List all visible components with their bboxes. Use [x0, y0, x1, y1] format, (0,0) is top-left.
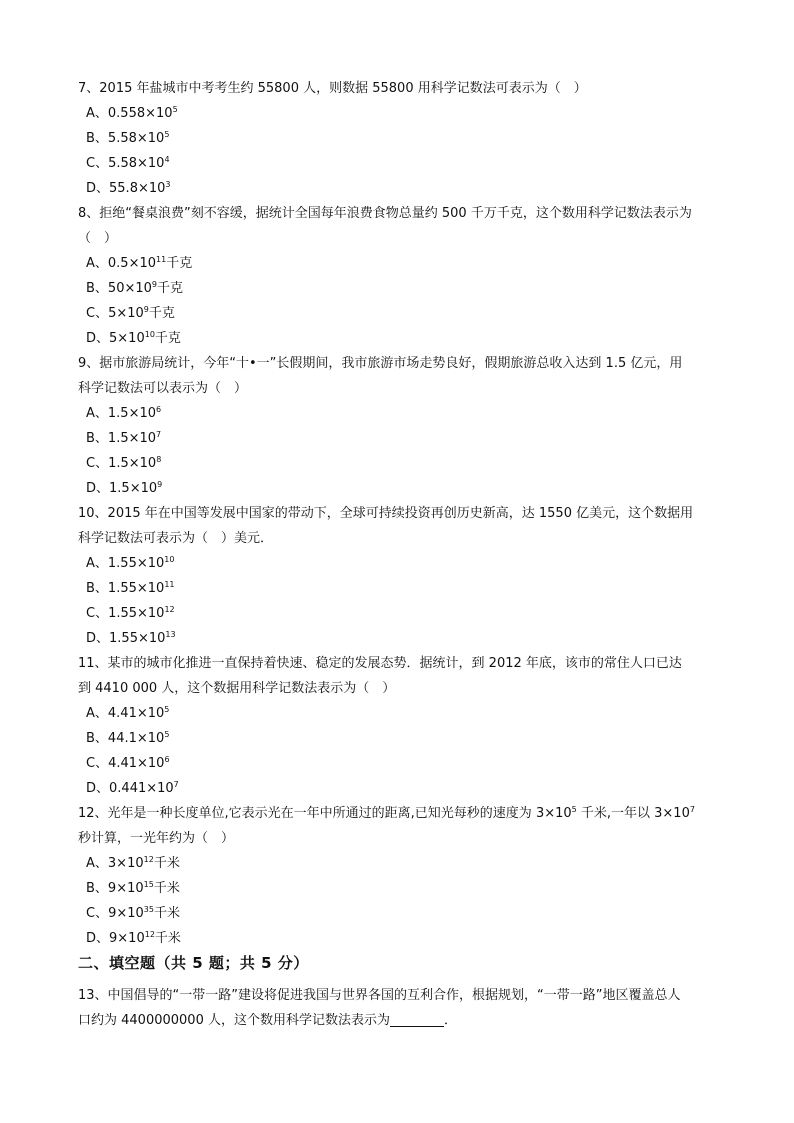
option-letter: A、 [86, 706, 108, 721]
option-exponent: 3 [165, 180, 171, 189]
option-letter: C、 [86, 156, 109, 171]
option-exponent: 11 [156, 255, 167, 264]
option-letter: B、 [86, 131, 108, 146]
option-b [78, 726, 718, 751]
option-exponent: 5 [164, 730, 170, 739]
stem-text: 12、光年是一种长度单位,它表示光在一年中所通过的距离,已知光每秒的速度为 3×10 [78, 806, 572, 821]
option-exponent: 6 [156, 405, 162, 414]
question-stem [78, 801, 718, 851]
option-base: 1.55×10 [107, 581, 165, 596]
option-letter: A、 [86, 406, 108, 421]
option-letter: D、 [86, 331, 110, 346]
option-b [78, 126, 718, 151]
option-letter: A、 [86, 856, 108, 871]
option-base: 4.41×10 [108, 756, 165, 771]
option-unit: 千米 [153, 856, 180, 871]
option-letter: B、 [86, 881, 108, 896]
option-b [78, 276, 718, 301]
option-letter: D、 [86, 781, 110, 796]
option-exponent: 12 [143, 855, 154, 864]
question-stem [78, 201, 718, 251]
option-exponent: 10 [164, 555, 175, 564]
question-stem [78, 76, 718, 101]
option-a [78, 401, 718, 426]
option-base: 5.58×10 [107, 131, 165, 146]
option-exponent: 7 [156, 430, 162, 439]
option-exponent: 6 [164, 755, 170, 764]
option-letter: B、 [86, 731, 108, 746]
question-stem [78, 983, 718, 1033]
option-letter: D、 [86, 931, 110, 946]
option-unit: 千米 [153, 906, 180, 921]
option-b [78, 576, 718, 601]
option-exponent: 8 [156, 455, 162, 464]
stem-text: 口约为 4400000000 人，这个数用科学记数法表示为 [78, 1013, 390, 1028]
option-d [78, 926, 718, 951]
option-letter: A、 [86, 106, 108, 121]
option-exponent: 12 [144, 930, 155, 939]
stem-text: 9、据市旅游局统计，今年“十•一”长假期间，我市旅游市场走势良好，假期旅游总收入达到 1.5 亿元，用 [78, 356, 683, 371]
question-9 [78, 351, 718, 501]
option-exponent: 9 [157, 480, 163, 489]
option-letter: B、 [86, 431, 108, 446]
option-base: 9×10 [107, 881, 144, 896]
option-unit: 千米 [153, 881, 180, 896]
option-c [78, 151, 718, 176]
option-unit: 千克 [154, 331, 181, 346]
option-exponent: 35 [143, 905, 154, 914]
option-base: 1.55×10 [107, 556, 165, 571]
option-b [78, 426, 718, 451]
question-stem [78, 351, 718, 401]
stem-text: 千米,一年以 3×10 [576, 806, 690, 821]
option-exponent: 9 [151, 280, 157, 289]
option-letter: B、 [86, 281, 108, 296]
option-d [78, 476, 718, 501]
option-letter: C、 [86, 906, 109, 921]
question-7 [78, 76, 718, 201]
option-unit: 千克 [157, 281, 184, 296]
option-a [78, 251, 718, 276]
option-letter: D、 [86, 481, 110, 496]
stem-text: （ ） [78, 231, 118, 246]
option-base: 1.55×10 [109, 631, 166, 646]
stem-text: ． [443, 1013, 457, 1028]
option-base: 44.1×10 [107, 731, 165, 746]
option-base: 5.58×10 [108, 156, 165, 171]
option-base: 1.5×10 [107, 431, 157, 446]
stem-text: 11、某市的城市化推进一直保持着快速、稳定的发展态势．据统计，到 2012 年底，该市的常住人口已达 [78, 656, 682, 671]
option-letter: D、 [86, 181, 110, 196]
option-exponent: 10 [144, 330, 155, 339]
option-d [78, 626, 718, 651]
option-exponent: 12 [164, 605, 175, 614]
option-exponent: 5 [172, 105, 178, 114]
option-letter: C、 [86, 456, 109, 471]
stem-text: 8、拒绝“餐桌浪费”刻不容缓，据统计全国每年浪费食物总量约 500 千万千克，这个数用科学记数法表示为 [78, 206, 692, 221]
option-exponent: 7 [173, 780, 179, 789]
question-11 [78, 651, 718, 801]
stem-text: 7、2015 年盐城市中考考生约 55800 人，则数据 55800 用科学记数法可表示为（ ） [78, 81, 587, 96]
stem-text: 科学记数法可以表示为（ ） [78, 381, 248, 396]
option-letter: B、 [86, 581, 108, 596]
option-unit: 千克 [166, 256, 193, 271]
option-exponent: 13 [165, 630, 176, 639]
option-a [78, 551, 718, 576]
option-base: 0.558×10 [107, 106, 173, 121]
stem-exponent: 7 [689, 805, 695, 814]
option-base: 50×10 [107, 281, 152, 296]
option-exponent: 4 [164, 155, 170, 164]
option-letter: A、 [86, 256, 108, 271]
option-c [78, 751, 718, 776]
question-stem [78, 501, 718, 551]
option-c [78, 601, 718, 626]
option-base: 1.5×10 [108, 456, 157, 471]
option-a [78, 701, 718, 726]
option-d [78, 176, 718, 201]
question-8 [78, 201, 718, 351]
question-13 [78, 983, 718, 1033]
option-base: 9×10 [109, 931, 145, 946]
option-base: 0.441×10 [109, 781, 174, 796]
question-stem [78, 651, 718, 701]
option-letter: C、 [86, 756, 109, 771]
option-base: 1.55×10 [108, 606, 165, 621]
option-base: 5×10 [108, 306, 144, 321]
stem-text: 10、2015 年在中国等发展中国家的带动下，全球可持续投资再创历史新高，达 1550 亿美元，这个数据用 [78, 506, 694, 521]
stem-text: 秒计算，一光年约为（ ） [78, 831, 235, 846]
option-d [78, 326, 718, 351]
option-letter: D、 [86, 631, 110, 646]
option-exponent: 11 [164, 580, 175, 589]
option-base: 1.5×10 [109, 481, 158, 496]
option-exponent: 15 [143, 880, 154, 889]
answer-blank[interactable] [390, 1012, 444, 1027]
stem-text: 13、中国倡导的“一带一路”建设将促进我国与世界各国的互利合作，根据规划，“一带一路”地区覆盖总人 [78, 988, 681, 1003]
option-letter: C、 [86, 606, 109, 621]
option-c [78, 301, 718, 326]
stem-exponent: 5 [571, 805, 577, 814]
option-letter: A、 [86, 556, 108, 571]
option-exponent: 9 [143, 305, 149, 314]
question-10 [78, 501, 718, 651]
option-a [78, 851, 718, 876]
option-c [78, 901, 718, 926]
option-exponent: 5 [164, 705, 170, 714]
option-base: 0.5×10 [107, 256, 157, 271]
question-12 [78, 801, 718, 951]
option-base: 4.41×10 [107, 706, 165, 721]
section-heading: 二、填空题（共 5 题；共 5 分） [78, 954, 309, 972]
option-b [78, 876, 718, 901]
stem-text: 到 4410 000 人，这个数据用科学记数法表示为（ ） [78, 681, 396, 696]
option-c [78, 451, 718, 476]
option-d [78, 776, 718, 801]
option-base: 1.5×10 [107, 406, 157, 421]
option-base: 9×10 [108, 906, 144, 921]
stem-text: 科学记数法可表示为（ ）美元． [78, 531, 274, 546]
option-unit: 千米 [154, 931, 181, 946]
option-base: 3×10 [107, 856, 144, 871]
option-unit: 千克 [148, 306, 175, 321]
option-a [78, 101, 718, 126]
option-base: 55.8×10 [109, 181, 166, 196]
option-exponent: 5 [164, 130, 170, 139]
option-base: 5×10 [109, 331, 145, 346]
option-letter: C、 [86, 306, 109, 321]
